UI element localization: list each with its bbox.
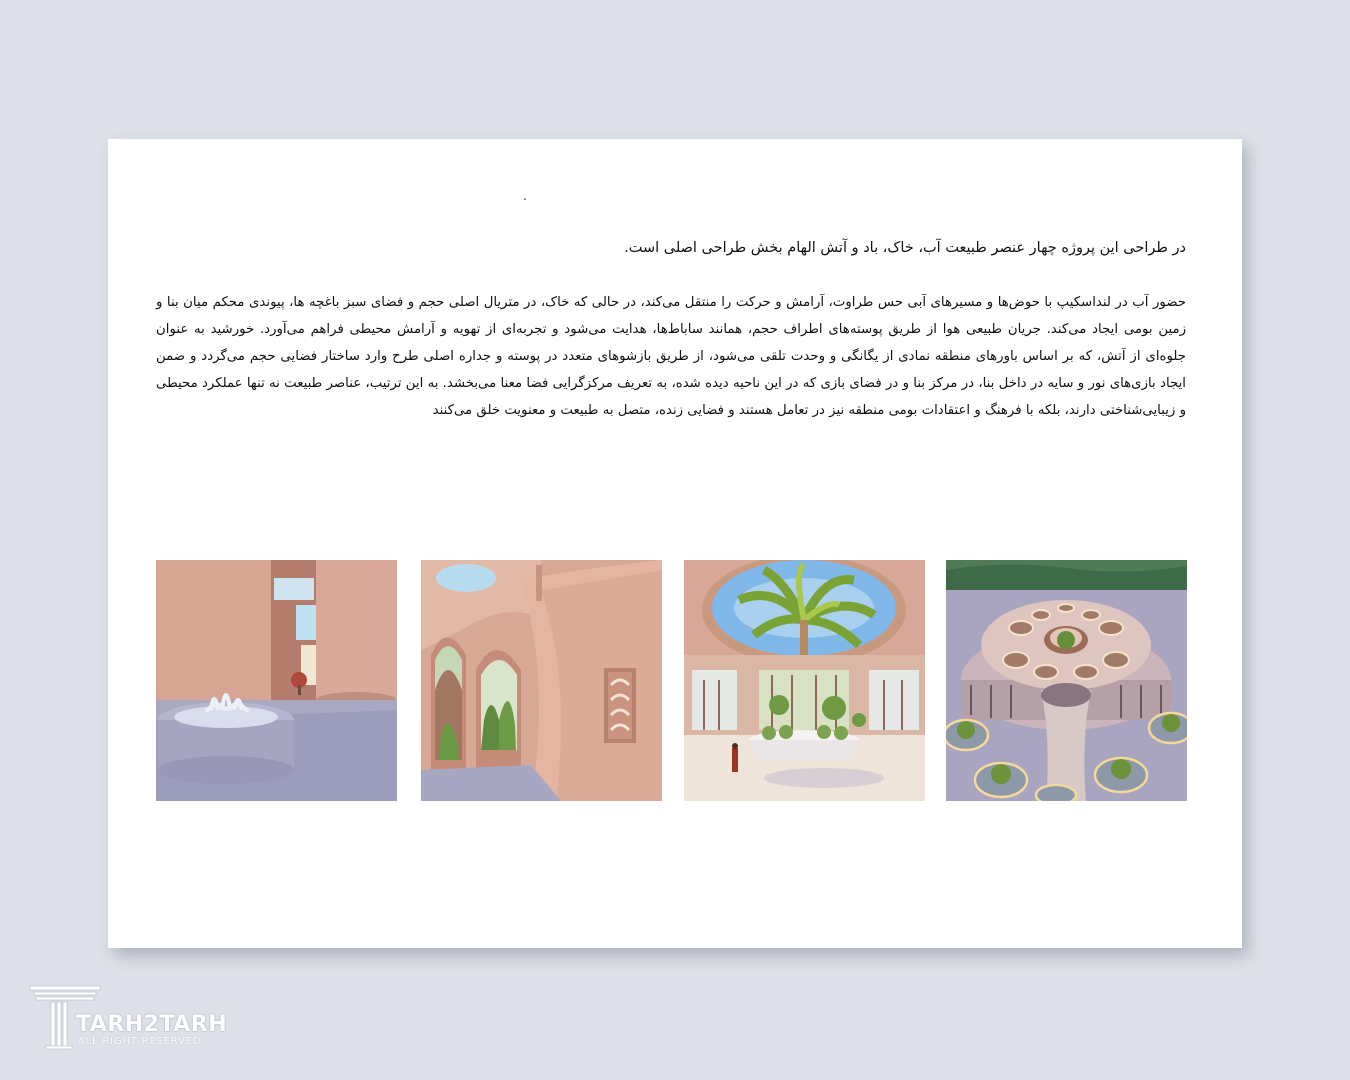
render-aerial-courtyard [946, 560, 1187, 801]
body-paragraph: حضور آب در لنداسکیپ با حوض‌ها و مسیرهای آبی حس طراوت، آرامش و حرکت را منتقل می‌کند، در حالی که خاک، در متریال اصلی حجم و فضای سبز باغچه ها، پیوندی محکم میان بنا و زمین بومی ایجاد می‌کند. جریان طبیعی هوا از طریق پوسته‌های اطراف حجم، همانند ساباط‌ها، هدایت می‌شود و تجربه‌ای از تهویه و آرامش محیطی فراهم می‌آورد. خورشید به عنوان جلوه‌ای از آتش، که بر اساس باورهای منطقه نمادی از یگانگی و وحدت تلقی می‌شود، از طریق بازشوهای متعدد در پوسته و جداره اصلی طرح وارد ساختار فضایی حجم می‌گردد و ضمن ایجاد بازی‌های نور و سایه در داخل بنا، در مرکز بنا و در فضای بازی که در این ناحیه دیده شده، به تعریف مرکزگرایی فضا معنا می‌بخشد. به این ترتیب، عناصر طبیعت نه تنها عملکرد محیطی و زیبایی‌شناختی دارند، بلکه با فرهنگ و اعتقادات بومی منطقه نیز در تعامل هستند و فضایی زنده، متصل به طبیعت و معنویت خلق می‌کنند [156, 295, 1186, 418]
logo-text: TARH2TARH [76, 1012, 228, 1037]
logo-subtext: ALL RIGHT RESERVED [78, 1036, 202, 1047]
render-gallery [156, 560, 1187, 801]
render-fountain [156, 560, 397, 801]
brand-logo [28, 982, 238, 1054]
copyright-icon: © [220, 1004, 229, 1014]
render-palm-atrium [684, 560, 925, 801]
intro-paragraph: در طراحی این پروژه چهار عنصر طبیعت آب، خاک، باد و آتش الهام بخش طراحی اصلی است. [624, 240, 1186, 256]
render-arched-corridor [421, 560, 662, 801]
stray-dot: . [523, 189, 527, 203]
document-page [108, 139, 1242, 948]
